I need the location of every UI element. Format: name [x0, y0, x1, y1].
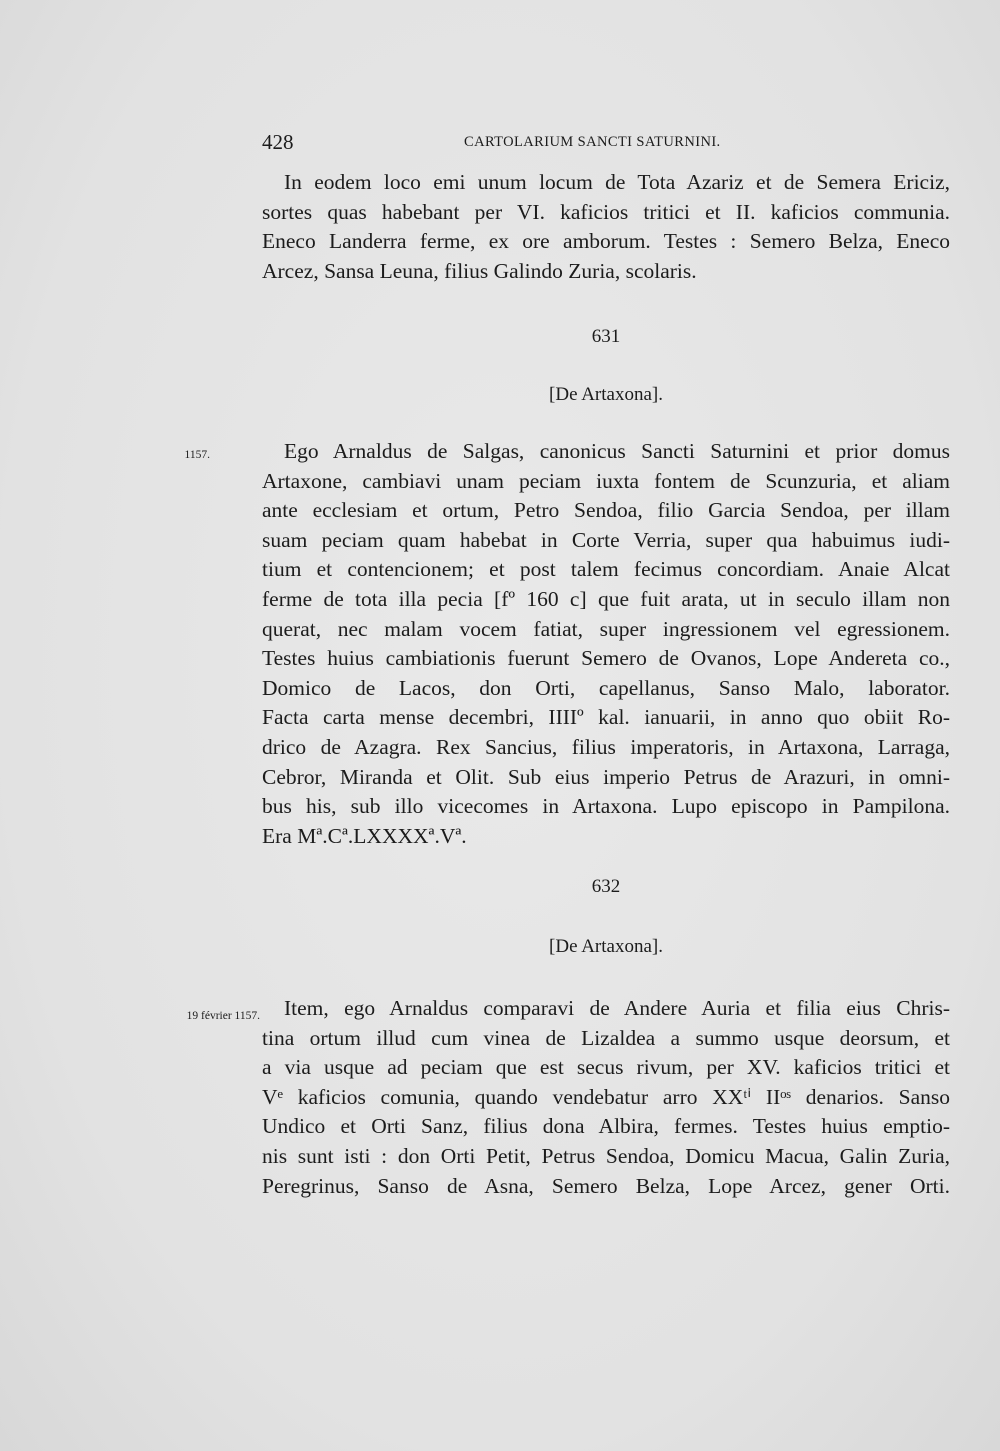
text-line: Undico et Orti Sanz, filius dona Albira, fermes. Testes huius emptio- — [262, 1114, 950, 1139]
page-number: 428 — [262, 130, 294, 154]
text-line: Arcez, Sansa Leuna, filius Galindo Zuria, scolaris. — [262, 258, 697, 283]
text-line: Peregrinus, Sanso de Asna, Semero Belza, Lope Arcez, gener Orti. — [262, 1173, 950, 1198]
text-line: Facta carta mense decembri, IIIIº kal. ianuarii, in anno quo obiit Ro- — [262, 705, 950, 730]
text-line: ferme de tota illa pecia [fº 160 c] que fuit arata, ut in seculo illam non — [262, 586, 950, 611]
text-line: Cebror, Miranda et Olit. Sub eius imperio Petrus de Arazuri, in omni- — [262, 764, 950, 789]
intro-paragraph — [262, 168, 950, 286]
charter-number-631: 631 — [591, 326, 621, 347]
text-line: tium et contencionem; et post talem fecimus concordiam. Anaie Alcat — [262, 557, 950, 582]
text-line: suam peciam quam habebat in Corte Verria, super qua habuimus iudi- — [262, 527, 950, 552]
running-title: CARTOLARIUM SANCTI SATURNINI. — [464, 134, 721, 150]
text-line: Vᵉ kaficios comunia, quando vendebatur arro XXᵗⁱ IIᵒˢ denarios. Sanso — [262, 1084, 950, 1109]
charter-number-632: 632 — [591, 876, 621, 897]
text-line: Domico de Lacos, don Orti, capellanus, Sanso Malo, laborator. — [262, 675, 950, 700]
text-line: nis sunt isti : don Orti Petit, Petrus Sendoa, Domicu Macua, Galin Zuria, — [262, 1143, 950, 1168]
charter-heading-631: [De Artaxona]. — [549, 384, 663, 405]
text-line: tina ortum illud cum vinea de Lizaldea a summo usque deorsum, et — [262, 1025, 950, 1050]
margin-date-632: 19 février 1157. — [186, 1010, 260, 1022]
text-line: drico de Azagra. Rex Sancius, filius imperatoris, in Artaxona, Larraga, — [262, 734, 950, 759]
text-line: Testes huius cambiationis fuerunt Semero de Ovanos, Lope Andereta co., — [262, 646, 950, 671]
running-head — [262, 130, 950, 156]
text-line: a via usque ad peciam que est secus rivum, per XV. kaficios tritici et — [262, 1055, 950, 1080]
text-line: Era Mª.Cª.LXXXXª.Vª. — [262, 823, 467, 848]
text-line: bus his, sub illo vicecomes in Artaxona. Lupo episcopo in Pampilona. — [262, 794, 950, 819]
text-line: Artaxone, cambiavi unam peciam iuxta fontem de Scunzuria, et aliam — [262, 468, 950, 493]
margin-date-631: 1157. — [184, 449, 210, 461]
text-line: Item, ego Arnaldus comparavi de Andere Auria et filia eius Chris- — [284, 996, 950, 1020]
text-line: In eodem loco emi unum locum de Tota Azariz et de Semera Ericiz, — [284, 170, 950, 194]
text-line: sortes quas habebant per VI. kaficios tritici et II. kaficios communia. — [262, 199, 950, 224]
text-line: Ego Arnaldus de Salgas, canonicus Sancti Saturnini et prior domus — [284, 439, 950, 463]
text-line: querat, nec malam vocem fatiat, super ingressionem vel egressionem. — [262, 616, 950, 641]
charter-text-632 — [262, 994, 950, 1201]
text-line: ante ecclesiam et ortum, Petro Sendoa, filio Garcia Sendoa, per illam — [262, 498, 950, 523]
charter-heading-632: [De Artaxona]. — [549, 936, 663, 957]
text-line: Eneco Landerra ferme, ex ore amborum. Testes : Semero Belza, Eneco — [262, 229, 950, 254]
charter-text-631 — [262, 437, 950, 851]
